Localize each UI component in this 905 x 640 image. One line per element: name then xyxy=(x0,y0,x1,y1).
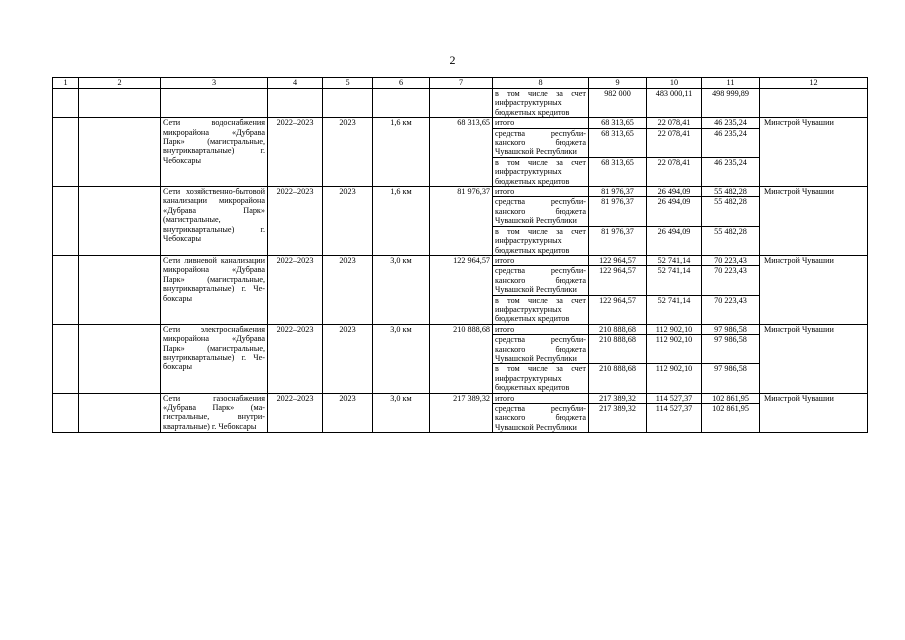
cell-col1 xyxy=(53,89,79,118)
column-number-7: 7 xyxy=(430,78,493,89)
funding-source-cell: итого xyxy=(493,324,589,334)
cell-col3 xyxy=(161,89,268,118)
amount-2023-cell: 46 235,24 xyxy=(702,118,760,128)
customer-cell: Минстрой Чувашии xyxy=(760,187,868,256)
capacity-cell: 3,0 км xyxy=(373,324,430,393)
project-row xyxy=(53,324,868,334)
project-row xyxy=(53,187,868,197)
amount-2022-cell: 26 494,09 xyxy=(647,187,702,197)
funding-source-cell: итого xyxy=(493,187,589,197)
amount-2022-cell: 26 494,09 xyxy=(647,226,702,255)
construction-period-cell: 2022–2023 xyxy=(268,393,323,433)
amount-2023-cell: 97 986,58 xyxy=(702,324,760,334)
customer-cell: Минстрой Чувашии xyxy=(760,324,868,393)
project-name-cell: Сети электроснабжения микрорайона «Дубрава Парк» (магистральные, внутриквартальные) г. Чебоксары xyxy=(161,324,268,393)
customer-cell: Минстрой Чувашии xyxy=(760,118,868,187)
cell-col1 xyxy=(53,324,79,393)
column-number-12: 12 xyxy=(760,78,868,89)
amount-2022-cell: 22 078,41 xyxy=(647,118,702,128)
table-header xyxy=(53,78,868,89)
estimated-cost-cell: 81 976,37 xyxy=(430,187,493,256)
project-row xyxy=(53,393,868,403)
commissioning-year-cell: 2023 xyxy=(323,118,373,187)
project-row xyxy=(53,118,868,128)
column-number-11: 11 xyxy=(702,78,760,89)
amount-total-cell: 210 888,68 xyxy=(589,324,647,334)
column-number-3: 3 xyxy=(161,78,268,89)
amount-2023-cell: 46 235,24 xyxy=(702,157,760,186)
project-name-cell: Сети хозяйственно-бытовой канализации микрорайона «Дубрава Парк» (магистральные, внутриквартальные) г. Чебоксары xyxy=(161,187,268,256)
funding-source-cell: итого xyxy=(493,393,589,403)
commissioning-year-cell: 2023 xyxy=(323,393,373,433)
header-row xyxy=(53,78,868,89)
capacity-cell: 3,0 км xyxy=(373,393,430,433)
amount-2023-cell: 70 223,43 xyxy=(702,266,760,295)
cell-col1 xyxy=(53,118,79,187)
funding-source-cell: в том числе за счет инфраструктурных бюджетных кредитов xyxy=(493,157,589,186)
amount-2023-cell: 97 986,58 xyxy=(702,335,760,364)
amount-2023-cell: 102 861,95 xyxy=(702,404,760,433)
amount-total-cell: 122 964,57 xyxy=(589,266,647,295)
investment-projects-table xyxy=(52,77,868,433)
project-name-cell: Сети ливневой канализации микрорайона «Дубрава Парк» (магистральные, внутриквартальные) г. Чебоксары xyxy=(161,255,268,324)
amount-2023-cell: 70 223,43 xyxy=(702,255,760,265)
column-number-4: 4 xyxy=(268,78,323,89)
amount-2023-cell: 97 986,58 xyxy=(702,364,760,393)
column-number-8: 8 xyxy=(493,78,589,89)
cell-col1 xyxy=(53,187,79,256)
cell-col2 xyxy=(79,89,161,118)
column-number-9: 9 xyxy=(589,78,647,89)
customer-cell: Минстрой Чувашии xyxy=(760,255,868,324)
amount-total-cell: 982 000 xyxy=(589,89,647,118)
amount-total-cell: 217 389,32 xyxy=(589,393,647,403)
capacity-cell: 1,6 км xyxy=(373,118,430,187)
amount-2022-cell: 112 902,10 xyxy=(647,364,702,393)
commissioning-year-cell: 2023 xyxy=(323,255,373,324)
amount-2023-cell: 46 235,24 xyxy=(702,128,760,157)
continuation-row xyxy=(53,89,868,118)
amount-total-cell: 68 313,65 xyxy=(589,157,647,186)
amount-2022-cell: 483 000,11 xyxy=(647,89,702,118)
cell-col7 xyxy=(430,89,493,118)
table-body xyxy=(53,89,868,433)
project-name-cell: Сети газоснабжения «Дубрава Парк» (магистральные, внутриквартальные) г. Чебоксары xyxy=(161,393,268,433)
amount-total-cell: 210 888,68 xyxy=(589,335,647,364)
amount-total-cell: 81 976,37 xyxy=(589,197,647,226)
funding-source-cell: средства республиканского бюджета Чувашской Республики xyxy=(493,128,589,157)
construction-period-cell: 2022–2023 xyxy=(268,324,323,393)
capacity-cell: 1,6 км xyxy=(373,187,430,256)
funding-source-cell: в том числе за счет инфраструктурных бюджетных кредитов xyxy=(493,226,589,255)
amount-total-cell: 81 976,37 xyxy=(589,187,647,197)
amount-total-cell: 68 313,65 xyxy=(589,118,647,128)
construction-period-cell: 2022–2023 xyxy=(268,255,323,324)
amount-2022-cell: 114 527,37 xyxy=(647,404,702,433)
amount-2023-cell: 55 482,28 xyxy=(702,187,760,197)
funding-source-cell: средства республиканского бюджета Чувашской Республики xyxy=(493,266,589,295)
amount-2023-cell: 498 999,89 xyxy=(702,89,760,118)
amount-2022-cell: 52 741,14 xyxy=(647,295,702,324)
column-number-2: 2 xyxy=(79,78,161,89)
estimated-cost-cell: 68 313,65 xyxy=(430,118,493,187)
cell-col2 xyxy=(79,393,161,433)
amount-total-cell: 122 964,57 xyxy=(589,295,647,324)
column-number-6: 6 xyxy=(373,78,430,89)
amount-total-cell: 210 888,68 xyxy=(589,364,647,393)
funding-source-cell: средства республиканского бюджета Чувашской Республики xyxy=(493,404,589,433)
project-row xyxy=(53,255,868,265)
amount-2022-cell: 114 527,37 xyxy=(647,393,702,403)
amount-2022-cell: 26 494,09 xyxy=(647,197,702,226)
cell-col1 xyxy=(53,255,79,324)
funding-source-cell: в том числе за счет инфраструктурных бюджетных кредитов xyxy=(493,89,589,118)
funding-source-cell: в том числе за счет инфраструктурных бюджетных кредитов xyxy=(493,364,589,393)
amount-2023-cell: 55 482,28 xyxy=(702,197,760,226)
amount-total-cell: 68 313,65 xyxy=(589,128,647,157)
amount-total-cell: 81 976,37 xyxy=(589,226,647,255)
amount-2023-cell: 55 482,28 xyxy=(702,226,760,255)
amount-2022-cell: 52 741,14 xyxy=(647,255,702,265)
cell-col6 xyxy=(373,89,430,118)
construction-period-cell: 2022–2023 xyxy=(268,118,323,187)
construction-period-cell: 2022–2023 xyxy=(268,187,323,256)
amount-total-cell: 122 964,57 xyxy=(589,255,647,265)
amount-2023-cell: 70 223,43 xyxy=(702,295,760,324)
page-number: 2 xyxy=(449,53,456,67)
project-name-cell: Сети водоснабжения микрорайона «Дубрава Парк» (магистральные, внутриквартальные) г. Чебоксары xyxy=(161,118,268,187)
column-number-1: 1 xyxy=(53,78,79,89)
estimated-cost-cell: 217 389,32 xyxy=(430,393,493,433)
amount-2022-cell: 112 902,10 xyxy=(647,324,702,334)
cell-col5 xyxy=(323,89,373,118)
cell-col2 xyxy=(79,187,161,256)
column-number-10: 10 xyxy=(647,78,702,89)
customer-cell: Минстрой Чувашии xyxy=(760,393,868,433)
cell-col2 xyxy=(79,118,161,187)
capacity-cell: 3,0 км xyxy=(373,255,430,324)
column-number-5: 5 xyxy=(323,78,373,89)
estimated-cost-cell: 210 888,68 xyxy=(430,324,493,393)
amount-2022-cell: 52 741,14 xyxy=(647,266,702,295)
amount-total-cell: 217 389,32 xyxy=(589,404,647,433)
cell-col4 xyxy=(268,89,323,118)
funding-source-cell: средства республиканского бюджета Чувашской Республики xyxy=(493,197,589,226)
cell-col12 xyxy=(760,89,868,118)
amount-2023-cell: 102 861,95 xyxy=(702,393,760,403)
commissioning-year-cell: 2023 xyxy=(323,324,373,393)
commissioning-year-cell: 2023 xyxy=(323,187,373,256)
funding-source-cell: итого xyxy=(493,255,589,265)
cell-col1 xyxy=(53,393,79,433)
estimated-cost-cell: 122 964,57 xyxy=(430,255,493,324)
funding-source-cell: в том числе за счет инфраструктурных бюджетных кредитов xyxy=(493,295,589,324)
amount-2022-cell: 22 078,41 xyxy=(647,157,702,186)
cell-col2 xyxy=(79,324,161,393)
funding-source-cell: средства республиканского бюджета Чувашской Республики xyxy=(493,335,589,364)
amount-2022-cell: 112 902,10 xyxy=(647,335,702,364)
amount-2022-cell: 22 078,41 xyxy=(647,128,702,157)
funding-source-cell: итого xyxy=(493,118,589,128)
cell-col2 xyxy=(79,255,161,324)
